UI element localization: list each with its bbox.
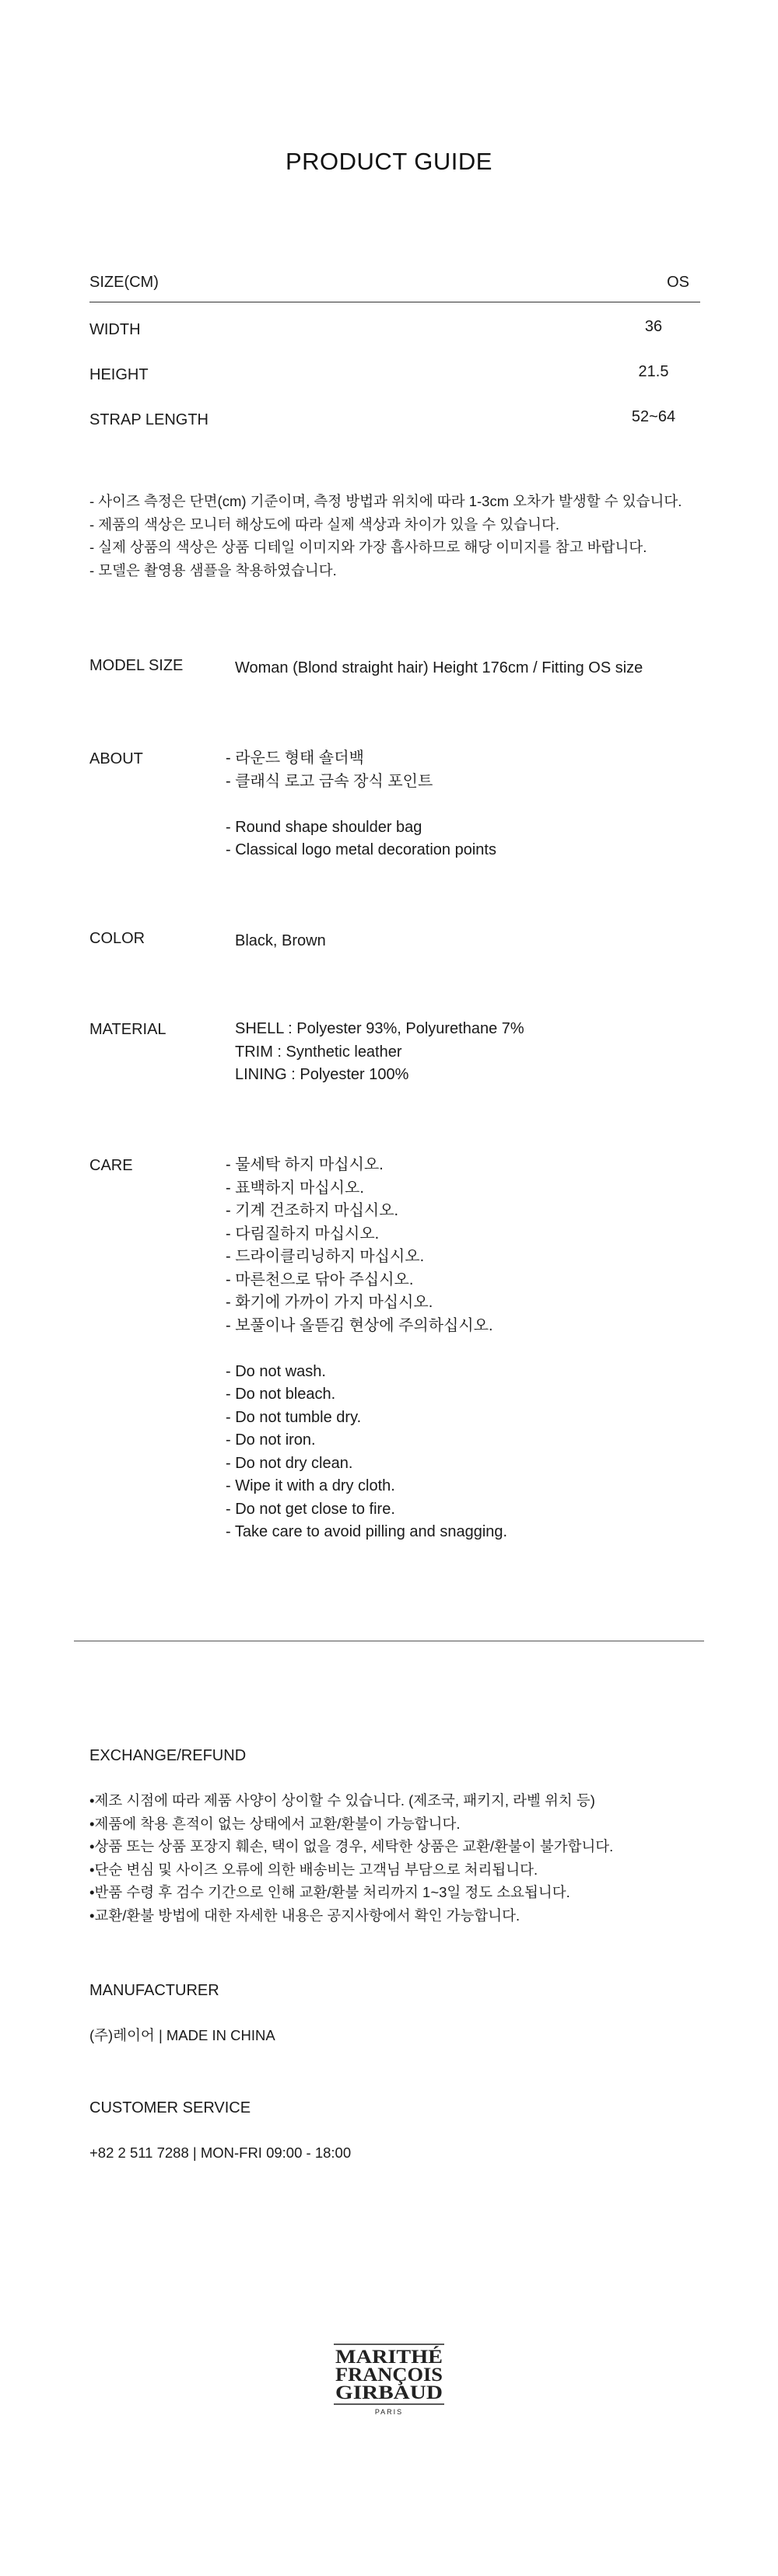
logo-sub: PARIS <box>374 2408 404 2416</box>
care-line: - 다림질하지 마십시오. <box>226 1225 380 1243</box>
note-line: - 사이즈 측정은 단면(cm) 기준이며, 측정 방법과 위치에 따라 1-3cm 오차가 발생할 수 있습니다. <box>89 493 682 509</box>
care-line: - Do not bleach. <box>226 1386 336 1403</box>
care-line: - Do not iron. <box>226 1431 316 1449</box>
material-line: TRIM : Synthetic leather <box>235 1043 402 1061</box>
note-line: - 모델은 촬영용 샘플을 착용하였습니다. <box>89 561 337 578</box>
care-body <box>226 1154 507 1544</box>
exchange-title: EXCHANGE/REFUND <box>89 1747 247 1764</box>
size-row-height <box>89 352 700 397</box>
care-line: - Wipe it with a dry cloth. <box>226 1477 395 1494</box>
exchange-line: •반품 수령 후 검수 기간으로 인해 교환/환불 처리까지 1~3일 정도 소요됩니다. <box>89 1884 570 1900</box>
exchange-line: •제조 시점에 따라 제품 사양이 상이할 수 있습니다. (제조국, 패키지, 라벨 위치 등) <box>89 1792 595 1809</box>
model-size-value: Woman (Blond straight hair) Height 176cm / Fitting OS size <box>235 659 643 676</box>
size-row-width <box>89 307 700 352</box>
care-line: - Take care to avoid pilling and snagging. <box>226 1523 508 1540</box>
color-value: Black, Brown <box>235 932 326 949</box>
size-row-value: 21.5 <box>638 363 669 380</box>
care-line: - 물세탁 하지 마십시오. <box>226 1156 384 1173</box>
customer-service-value: +82 2 511 7288 | MON-FRI 09:00 - 18:00 <box>89 2144 352 2161</box>
size-row-label: HEIGHT <box>89 366 149 383</box>
material-line: LINING : Polyester 100% <box>235 1066 409 1083</box>
about-label: ABOUT <box>89 750 143 767</box>
care-line: - Do not dry clean. <box>226 1454 353 1472</box>
care-line: - Do not wash. <box>226 1362 326 1380</box>
customer-service-title: CUSTOMER SERVICE <box>89 2099 251 2116</box>
exchange-line: •단순 변심 및 사이즈 오류에 의한 배송비는 고객님 부담으로 처리됩니다. <box>89 1861 538 1878</box>
exchange-body <box>89 1789 613 1927</box>
care-line <box>226 1337 507 1361</box>
size-header-value: OS <box>667 274 689 291</box>
care-line: - 표백하지 마십시오. <box>226 1179 364 1197</box>
about-body <box>226 747 496 862</box>
note-line: - 제품의 색상은 모니터 해상도에 따라 실제 색상과 차이가 있을 수 있습니다. <box>89 516 559 533</box>
size-notes <box>89 490 682 582</box>
color-label: COLOR <box>89 930 145 947</box>
size-row-strap-length <box>89 397 700 442</box>
brand-logo <box>332 2342 446 2420</box>
care-line: - 보풀이나 올뜯김 현상에 주의하십시오. <box>226 1316 493 1334</box>
page-title: PRODUCT GUIDE <box>285 148 492 175</box>
logo-line: FRANÇOIS <box>335 2365 443 2386</box>
care-line: - 기계 건조하지 마십시오. <box>226 1202 399 1219</box>
note-line: - 실제 상품의 색상은 상품 디테일 이미지와 가장 흡사하므로 해당 이미지를 참고 바랍니다. <box>89 539 647 555</box>
size-table-header <box>89 264 700 302</box>
about-line: - Classical logo metal decoration points <box>226 841 496 858</box>
care-line: - 마른천으로 닦아 주십시오. <box>226 1271 414 1288</box>
manufacturer-value: (주)레이어 | MADE IN CHINA <box>89 2027 275 2043</box>
model-size-label: MODEL SIZE <box>89 657 184 674</box>
size-row-value: 52~64 <box>631 408 676 425</box>
care-line: - 화기에 가까이 가지 마십시오. <box>226 1294 433 1311</box>
about-line: - 라운드 형태 숄더백 <box>226 750 364 767</box>
exchange-line: •교환/환불 방법에 대한 자세한 내용은 공지사항에서 확인 가능합니다. <box>89 1907 520 1924</box>
exchange-line: •상품 또는 상품 포장지 훼손, 택이 없을 경우, 세탁한 상품은 교환/환불이 불가합니다. <box>89 1838 614 1854</box>
size-row-label: WIDTH <box>89 321 141 338</box>
care-line: - 드라이클리닝하지 마십시오. <box>226 1248 425 1265</box>
size-header-label: SIZE(CM) <box>89 274 159 291</box>
size-row-value: 36 <box>644 318 663 335</box>
about-line: - 클래식 로고 금속 장식 포인트 <box>226 772 433 790</box>
logo-line: MARITHÉ <box>335 2347 431 2368</box>
size-row-label: STRAP LENGTH <box>89 411 209 428</box>
exchange-line: •제품에 착용 흔적이 없는 상태에서 교환/환불이 가능합니다. <box>89 1815 461 1832</box>
size-table <box>89 264 700 442</box>
manufacturer-title: MANUFACTURER <box>89 1982 219 1999</box>
about-line: - Round shape shoulder bag <box>226 818 422 836</box>
about-line <box>226 793 496 816</box>
care-line: - Do not get close to fire. <box>226 1500 395 1518</box>
care-line: - Do not tumble dry. <box>226 1408 362 1426</box>
material-label: MATERIAL <box>89 1021 166 1038</box>
logo-line: GIRBAUD <box>335 2382 443 2403</box>
material-body <box>235 1018 524 1087</box>
care-label: CARE <box>89 1157 133 1174</box>
material-line: SHELL : Polyester 93%, Polyurethane 7% <box>235 1020 524 1037</box>
